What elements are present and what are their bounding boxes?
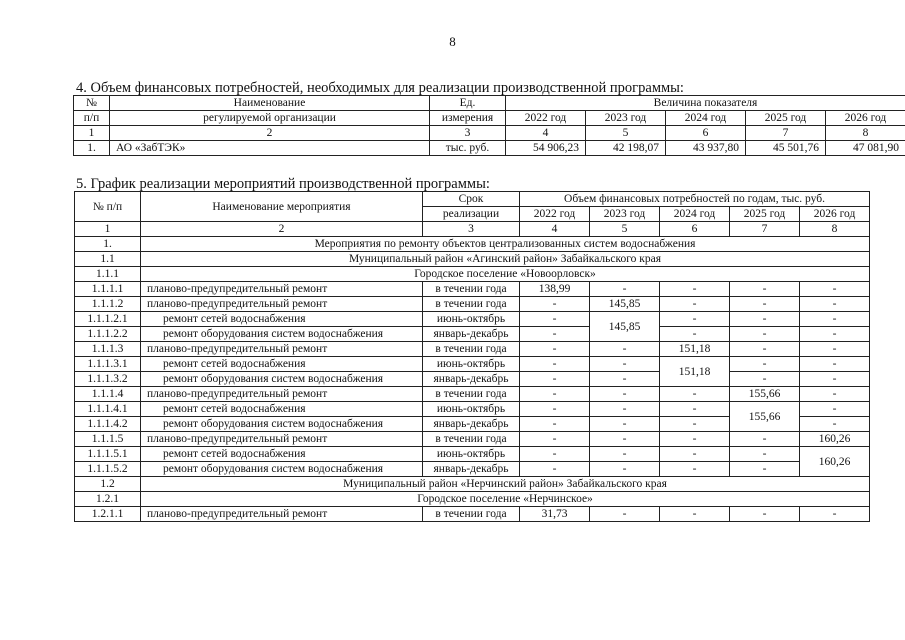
term-cell: в течении года bbox=[423, 342, 520, 357]
column-number: 5 bbox=[586, 126, 666, 141]
column-number: 6 bbox=[660, 222, 730, 237]
value-cell: - bbox=[800, 372, 870, 387]
value-cell: - bbox=[660, 327, 730, 342]
table-header-row bbox=[75, 192, 870, 207]
header-cell: № bbox=[74, 96, 110, 111]
table-row bbox=[74, 141, 905, 156]
measure-name: ремонт сетей водоснабжения bbox=[141, 402, 423, 417]
section-title: Городское поселение «Нерчинское» bbox=[141, 492, 870, 507]
value-cell: - bbox=[660, 417, 730, 432]
value-cell: - bbox=[800, 387, 870, 402]
value-cell: - bbox=[520, 327, 590, 342]
term-cell: январь-декабрь bbox=[423, 462, 520, 477]
value-cell: 47 081,90 bbox=[826, 141, 905, 156]
value-cell: - bbox=[520, 312, 590, 327]
value-cell: - bbox=[800, 342, 870, 357]
header-cell: Наименование мероприятия bbox=[141, 192, 423, 222]
value-cell: 145,85 bbox=[590, 297, 660, 312]
value-cell: - bbox=[730, 342, 800, 357]
year-header: 2026 год bbox=[826, 111, 905, 126]
section-row bbox=[75, 492, 870, 507]
table-row bbox=[75, 282, 870, 297]
value-cell: - bbox=[730, 297, 800, 312]
value-cell: - bbox=[730, 462, 800, 477]
value-cell: - bbox=[730, 432, 800, 447]
table-row bbox=[75, 312, 870, 327]
value-cell: - bbox=[660, 312, 730, 327]
measure-name: ремонт сетей водоснабжения bbox=[141, 447, 423, 462]
term-cell: январь-декабрь bbox=[423, 327, 520, 342]
table-row bbox=[75, 387, 870, 402]
value-cell: - bbox=[590, 357, 660, 372]
header-cell: п/п bbox=[74, 111, 110, 126]
year-header: 2022 год bbox=[506, 111, 586, 126]
header-cell: Величина показателя bbox=[506, 96, 905, 111]
term-cell: в течении года bbox=[423, 432, 520, 447]
table-row bbox=[75, 432, 870, 447]
value-cell: - bbox=[660, 297, 730, 312]
value-cell: - bbox=[590, 507, 660, 522]
measure-name: ремонт оборудования систем водоснабжения bbox=[141, 372, 423, 387]
header-cell: Ед. bbox=[430, 96, 506, 111]
year-header: 2025 год bbox=[730, 207, 800, 222]
column-number: 8 bbox=[826, 126, 905, 141]
column-number: 4 bbox=[506, 126, 586, 141]
schedule-table bbox=[74, 191, 870, 522]
value-cell: 43 937,80 bbox=[666, 141, 746, 156]
value-cell: - bbox=[800, 402, 870, 417]
value-cell: - bbox=[730, 327, 800, 342]
unit-cell: тыс. руб. bbox=[430, 141, 506, 156]
section-title: Мероприятия по ремонту объектов централизованных систем водоснабжения bbox=[141, 237, 870, 252]
value-cell: 138,99 bbox=[520, 282, 590, 297]
row-number: 1.1.1.4.2 bbox=[75, 417, 141, 432]
year-header: 2023 год bbox=[586, 111, 666, 126]
row-number: 1.1.1.5.2 bbox=[75, 462, 141, 477]
value-cell: - bbox=[730, 312, 800, 327]
year-header: 2024 год bbox=[666, 111, 746, 126]
value-cell: - bbox=[730, 357, 800, 372]
financial-needs-table bbox=[73, 95, 905, 156]
header-cell: № п/п bbox=[75, 192, 141, 222]
term-cell: в течении года bbox=[423, 387, 520, 402]
row-number: 1.1.1.1 bbox=[75, 282, 141, 297]
row-number: 1.1.1 bbox=[75, 267, 141, 282]
column-number: 3 bbox=[423, 222, 520, 237]
value-cell: - bbox=[730, 282, 800, 297]
row-number: 1.1.1.3.2 bbox=[75, 372, 141, 387]
header-cell: Наименование bbox=[110, 96, 430, 111]
value-cell: - bbox=[520, 297, 590, 312]
value-cell: - bbox=[730, 447, 800, 462]
row-number: 1.1.1.4.1 bbox=[75, 402, 141, 417]
year-header: 2026 год bbox=[800, 207, 870, 222]
row-number: 1.2.1 bbox=[75, 492, 141, 507]
year-header: 2024 год bbox=[660, 207, 730, 222]
table-row bbox=[75, 297, 870, 312]
year-header: 2022 год bbox=[520, 207, 590, 222]
measure-name: ремонт сетей водоснабжения bbox=[141, 312, 423, 327]
value-cell: - bbox=[590, 387, 660, 402]
term-cell: июнь-октябрь bbox=[423, 402, 520, 417]
measure-name: ремонт сетей водоснабжения bbox=[141, 357, 423, 372]
value-cell: - bbox=[730, 372, 800, 387]
row-number: 1. bbox=[74, 141, 110, 156]
table-row bbox=[75, 402, 870, 417]
term-cell: в течении года bbox=[423, 297, 520, 312]
value-cell: - bbox=[520, 432, 590, 447]
value-cell: - bbox=[660, 462, 730, 477]
term-cell: июнь-октябрь bbox=[423, 357, 520, 372]
row-number: 1. bbox=[75, 237, 141, 252]
table-row bbox=[75, 327, 870, 342]
section-row bbox=[75, 477, 870, 492]
term-cell: июнь-октябрь bbox=[423, 312, 520, 327]
section-4-heading: 4. Объем финансовых потребностей, необходимых для реализации производственной программы: bbox=[76, 80, 684, 96]
value-cell: - bbox=[660, 402, 730, 417]
section-title: Городское поселение «Новоорловск» bbox=[141, 267, 870, 282]
measure-name: планово-предупредительный ремонт bbox=[141, 342, 423, 357]
table-row bbox=[75, 357, 870, 372]
column-number: 4 bbox=[520, 222, 590, 237]
column-number: 3 bbox=[430, 126, 506, 141]
merged-value-cell: 160,26 bbox=[800, 447, 870, 477]
row-number: 1.1.1.4 bbox=[75, 387, 141, 402]
measure-name: ремонт оборудования систем водоснабжения bbox=[141, 327, 423, 342]
value-cell: 54 906,23 bbox=[506, 141, 586, 156]
row-number: 1.1.1.5.1 bbox=[75, 447, 141, 462]
organization-name: АО «ЗабТЭК» bbox=[110, 141, 430, 156]
row-number: 1.1.1.3 bbox=[75, 342, 141, 357]
value-cell: - bbox=[520, 462, 590, 477]
column-number-row bbox=[74, 126, 905, 141]
term-cell: июнь-октябрь bbox=[423, 447, 520, 462]
value-cell: - bbox=[800, 417, 870, 432]
header-cell: регулируемой организации bbox=[110, 111, 430, 126]
section-title: Муниципальный район «Агинский район» Забайкальского края bbox=[141, 252, 870, 267]
value-cell: - bbox=[520, 342, 590, 357]
table-header-row bbox=[74, 96, 905, 111]
measure-name: ремонт оборудования систем водоснабжения bbox=[141, 462, 423, 477]
value-cell: - bbox=[590, 417, 660, 432]
header-cell: Объем финансовых потребностей по годам, тыс. руб. bbox=[520, 192, 870, 207]
year-header: 2025 год bbox=[746, 111, 826, 126]
value-cell: - bbox=[590, 342, 660, 357]
merged-value-cell: 155,66 bbox=[730, 402, 800, 432]
row-number: 1.1.1.3.1 bbox=[75, 357, 141, 372]
measure-name: ремонт оборудования систем водоснабжения bbox=[141, 417, 423, 432]
value-cell: - bbox=[520, 357, 590, 372]
measure-name: планово-предупредительный ремонт bbox=[141, 507, 423, 522]
value-cell: - bbox=[520, 387, 590, 402]
value-cell: - bbox=[520, 417, 590, 432]
value-cell: - bbox=[590, 372, 660, 387]
row-number: 1.2.1.1 bbox=[75, 507, 141, 522]
value-cell: - bbox=[660, 447, 730, 462]
value-cell: - bbox=[590, 282, 660, 297]
column-number: 1 bbox=[74, 126, 110, 141]
row-number: 1.1.1.2 bbox=[75, 297, 141, 312]
row-number: 1.1 bbox=[75, 252, 141, 267]
value-cell: 31,73 bbox=[520, 507, 590, 522]
merged-value-cell: 151,18 bbox=[660, 357, 730, 387]
merged-value-cell: 145,85 bbox=[590, 312, 660, 342]
column-number: 2 bbox=[110, 126, 430, 141]
term-cell: в течении года bbox=[423, 507, 520, 522]
measure-name: планово-предупредительный ремонт bbox=[141, 387, 423, 402]
header-cell: Срок bbox=[423, 192, 520, 207]
column-number: 8 bbox=[800, 222, 870, 237]
value-cell: - bbox=[730, 507, 800, 522]
header-cell: измерения bbox=[430, 111, 506, 126]
term-cell: январь-декабрь bbox=[423, 372, 520, 387]
value-cell: - bbox=[800, 357, 870, 372]
section-row bbox=[75, 267, 870, 282]
column-number: 6 bbox=[666, 126, 746, 141]
value-cell: - bbox=[590, 447, 660, 462]
table-row bbox=[75, 372, 870, 387]
year-header: 2023 год bbox=[590, 207, 660, 222]
value-cell: 160,26 bbox=[800, 432, 870, 447]
value-cell: - bbox=[800, 507, 870, 522]
column-number: 7 bbox=[730, 222, 800, 237]
row-number: 1.1.1.2.2 bbox=[75, 327, 141, 342]
value-cell: - bbox=[800, 282, 870, 297]
column-number-row bbox=[75, 222, 870, 237]
value-cell: - bbox=[800, 312, 870, 327]
value-cell: - bbox=[660, 507, 730, 522]
row-number: 1.2 bbox=[75, 477, 141, 492]
section-row bbox=[75, 252, 870, 267]
header-cell: реализации bbox=[423, 207, 520, 222]
row-number: 1.1.1.2.1 bbox=[75, 312, 141, 327]
measure-name: планово-предупредительный ремонт bbox=[141, 432, 423, 447]
table-row bbox=[75, 462, 870, 477]
value-cell: - bbox=[660, 282, 730, 297]
table-row bbox=[75, 507, 870, 522]
measure-name: планово-предупредительный ремонт bbox=[141, 297, 423, 312]
value-cell: 45 501,76 bbox=[746, 141, 826, 156]
column-number: 1 bbox=[75, 222, 141, 237]
value-cell: - bbox=[660, 432, 730, 447]
column-number: 5 bbox=[590, 222, 660, 237]
table-header-row bbox=[74, 111, 905, 126]
table-row bbox=[75, 447, 870, 462]
measure-name: планово-предупредительный ремонт bbox=[141, 282, 423, 297]
value-cell: - bbox=[590, 432, 660, 447]
term-cell: январь-декабрь bbox=[423, 417, 520, 432]
value-cell: - bbox=[590, 462, 660, 477]
value-cell: 155,66 bbox=[730, 387, 800, 402]
value-cell: - bbox=[800, 297, 870, 312]
column-number: 2 bbox=[141, 222, 423, 237]
section-row bbox=[75, 237, 870, 252]
value-cell: - bbox=[520, 402, 590, 417]
value-cell: - bbox=[520, 372, 590, 387]
page-number: 8 bbox=[449, 34, 456, 49]
value-cell: - bbox=[520, 447, 590, 462]
value-cell: 42 198,07 bbox=[586, 141, 666, 156]
table-row bbox=[75, 342, 870, 357]
value-cell: - bbox=[800, 327, 870, 342]
value-cell: - bbox=[590, 402, 660, 417]
row-number: 1.1.1.5 bbox=[75, 432, 141, 447]
value-cell: - bbox=[660, 387, 730, 402]
term-cell: в течении года bbox=[423, 282, 520, 297]
section-5-heading: 5. График реализации мероприятий производственной программы: bbox=[76, 176, 490, 192]
value-cell: 151,18 bbox=[660, 342, 730, 357]
column-number: 7 bbox=[746, 126, 826, 141]
section-title: Муниципальный район «Нерчинский район» Забайкальского края bbox=[141, 477, 870, 492]
